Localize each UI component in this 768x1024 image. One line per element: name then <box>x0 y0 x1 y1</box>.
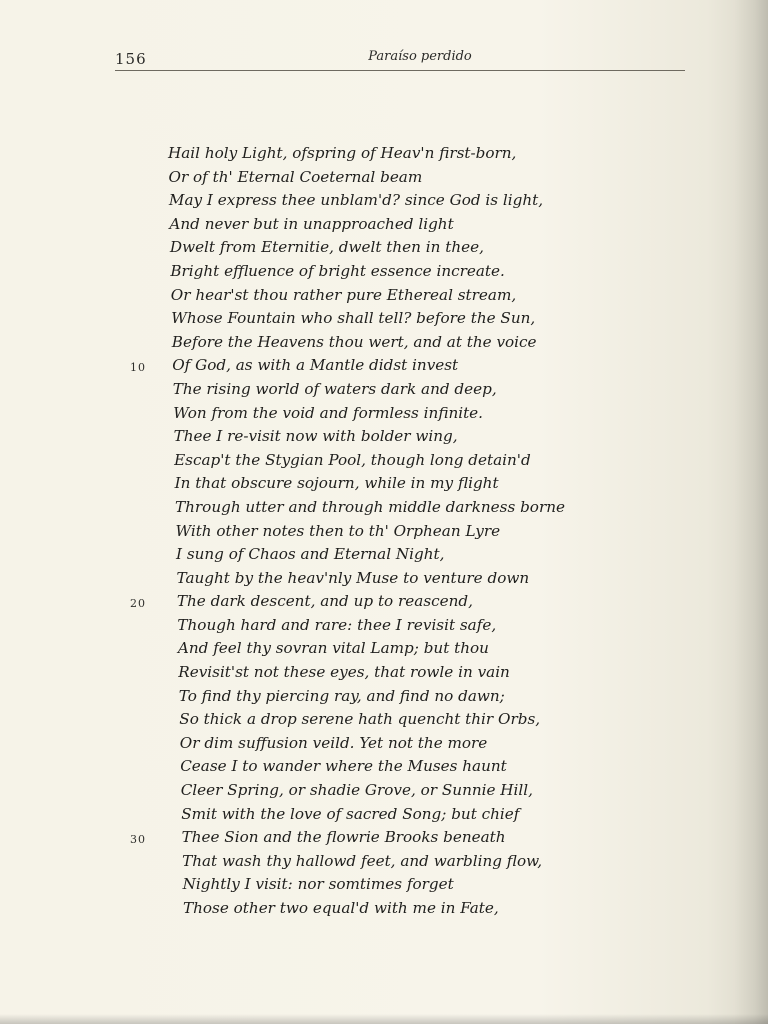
verse-text: I sung of Chaos and Eternal Night, <box>176 545 445 564</box>
verse-line <box>120 166 680 190</box>
verse-text: Dwelt from Eternitie, dwelt then in thee, <box>169 238 484 257</box>
running-title: Paraíso perdido <box>368 49 472 64</box>
verse-line <box>120 425 680 449</box>
verse-line <box>120 897 680 921</box>
verse-line <box>120 354 680 378</box>
verse-line <box>120 520 680 544</box>
verse-text: Or of th' Eternal Coeternal beam <box>168 167 423 186</box>
verse-text: Through utter and through middle darkness borne <box>175 497 565 516</box>
verse-line <box>120 189 680 213</box>
verse-text: Or hear'st thou rather pure Ethereal stream, <box>170 285 517 304</box>
verse-line <box>120 590 680 614</box>
running-header <box>115 46 685 71</box>
verse-line <box>120 826 680 850</box>
line-number: 10 <box>130 361 146 375</box>
verse-text: May I express thee unblam'd? since God is light, <box>168 191 544 210</box>
page-bottom-edge <box>0 1014 768 1024</box>
verse-text: The dark descent, and up to reascend, <box>176 592 473 611</box>
verse-line <box>120 685 680 709</box>
verse-text: Won from the void and formless infinite. <box>173 403 484 422</box>
verse-text: Smit with the love of sacred Song; but chief <box>181 804 520 823</box>
verse-line <box>120 543 680 567</box>
verse-text: Cleer Spring, or shadie Grove, or Sunnie Hill, <box>180 781 533 800</box>
verse-text: Hail holy Light, ofspring of Heav'n first-born, <box>168 144 517 162</box>
verse-line <box>120 873 680 897</box>
verse-text: Revisit'st not these eyes, that rowle in vain <box>178 663 510 682</box>
verse-text: Or dim suffusion veild. Yet not the more <box>179 733 488 752</box>
verse-line <box>120 661 680 685</box>
verse-line <box>120 213 680 237</box>
verse-text: Whose Fountain who shall tell? before the Sun, <box>171 309 536 328</box>
verse-line <box>120 803 680 827</box>
verse-line <box>120 449 680 473</box>
verse-line <box>120 402 680 426</box>
verse-line <box>120 732 680 756</box>
verse-line <box>120 779 680 803</box>
verse-text: That wash thy hallowd feet, and warbling flow, <box>182 851 543 870</box>
verse-text: So thick a drop serene hath quencht thir Orbs, <box>179 710 541 729</box>
verse-line <box>120 567 680 591</box>
verse-text: Thee Sion and the flowrie Brooks beneath <box>181 828 506 847</box>
verse-line <box>120 708 680 732</box>
verse-text: Nightly I visit: nor somtimes forget <box>182 875 454 894</box>
verse-line <box>120 331 680 355</box>
verse-text: And feel thy sovran vital Lamp; but thou <box>177 639 489 658</box>
line-number: 20 <box>130 597 146 611</box>
line-number: 30 <box>130 833 146 847</box>
verse-line <box>120 614 680 638</box>
verse-text: Before the Heavens thou wert, and at the voice <box>171 332 537 351</box>
page-edge-shadow <box>734 0 768 1024</box>
page-number: 156 <box>115 50 147 68</box>
verse-line <box>120 755 680 779</box>
verse-text: To find thy piercing ray, and find no dawn; <box>178 686 505 705</box>
verse-line <box>120 850 680 874</box>
poem-body <box>120 142 680 921</box>
verse-text: Thee I re-visit now with bolder wing, <box>173 427 458 446</box>
verse-line <box>120 260 680 284</box>
verse-text: Cease I to wander where the Muses haunt <box>180 757 507 776</box>
verse-text: Though hard and rare: thee I revisit safe, <box>177 615 497 634</box>
verse-text: Of God, as with a Mantle didst invest <box>172 356 459 375</box>
verse-line <box>120 142 680 166</box>
verse-text: With other notes then to th' Orphean Lyre <box>175 521 501 540</box>
verse-text: Taught by the heav'nly Muse to venture down <box>176 568 530 587</box>
verse-line <box>120 284 680 308</box>
verse-line <box>120 236 680 260</box>
verse-text: Those other two equal'd with me in Fate, <box>183 899 499 917</box>
verse-line <box>120 378 680 402</box>
verse-text: In that obscure sojourn, while in my flight <box>174 474 499 493</box>
verse-line <box>120 637 680 661</box>
verse-text: The rising world of waters dark and deep, <box>172 379 497 398</box>
verse-line <box>120 472 680 496</box>
verse-text: And never but in unapproached light <box>169 214 454 233</box>
verse-text: Bright effluence of bright essence increate. <box>170 261 505 280</box>
verse-line <box>120 496 680 520</box>
verse-line <box>120 307 680 331</box>
verse-text: Escap't the Stygian Pool, though long detain'd <box>174 450 531 469</box>
